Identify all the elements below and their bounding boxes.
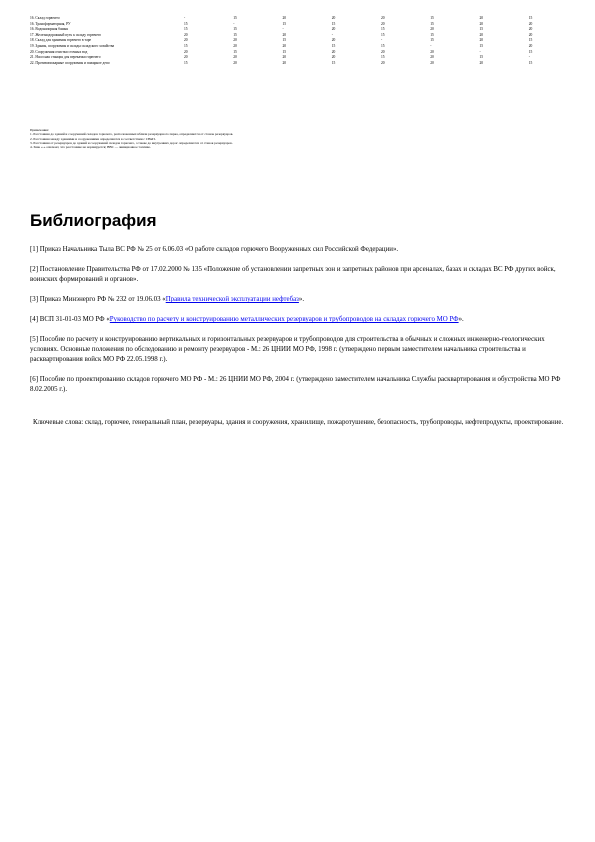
distance-cell: 20 [282, 60, 287, 65]
distance-cell: 20 [331, 16, 336, 20]
distance-cell: - [233, 21, 235, 26]
distance-cell: 20 [233, 55, 237, 60]
table-notes [30, 128, 578, 149]
row-name-cell: 16. Склад горючего [30, 16, 60, 20]
distance-cell: 20 [184, 49, 188, 54]
distance-cell: 20 [430, 49, 434, 54]
distance-cell: 15 [233, 16, 237, 20]
distance-cell: 20 [282, 16, 287, 20]
row-name-cell: 16. Трансформаторная, РУ [30, 21, 71, 26]
distance-cell: 20 [331, 49, 336, 54]
distance-cell: 20 [528, 32, 533, 37]
row-name-cell: 20. Сооружения очистки сточных вод [30, 49, 88, 54]
distance-cell: 20 [233, 38, 237, 43]
distance-cell: 15 [479, 55, 484, 60]
distance-cell: 15 [331, 43, 336, 48]
distance-cell: 15 [430, 21, 434, 26]
distance-cell: 20 [184, 38, 188, 43]
distance-cell: 20 [331, 38, 336, 43]
distance-cell: 15 [381, 32, 385, 37]
row-name-cell: 18. Склад для хранения горючего в таре [30, 38, 92, 43]
table-row [30, 61, 578, 67]
distance-cell: 15 [430, 16, 434, 20]
distance-cell: 15 [430, 32, 434, 37]
bibliography-item-4 [30, 315, 565, 325]
distance-cell: 15 [528, 16, 533, 20]
distance-cell: - [479, 49, 481, 54]
distance-cell: 15 [381, 27, 385, 32]
distances-table-body [30, 16, 578, 66]
distance-cell: 20 [528, 43, 533, 48]
distance-cell: - [331, 32, 333, 37]
distance-cell: 15 [479, 27, 484, 32]
distance-cell: - [528, 55, 530, 60]
bibliography-item-3 [30, 295, 565, 305]
distance-cell: 20 [381, 60, 385, 65]
keywords: Ключевые слова: склад, горючее, генеральный план, резервуары, здания и сооружения, хранилище, пожаротушение, безопасность, трубопроводы, нефтепродукты, проектирование. [33, 419, 564, 426]
distance-cell: 20 [528, 21, 533, 26]
distance-cell: 15 [528, 38, 533, 43]
distance-cell: 15 [528, 49, 533, 54]
ref-prefix: [4] ВСП 31-01-03 МО РФ « [30, 316, 110, 323]
row-name-cell: 22. Противопожарные сооружения и пожарное депо [30, 60, 110, 65]
distance-cell: 15 [282, 49, 287, 54]
distance-cell: 20 [282, 32, 287, 37]
bibliography-item-1: [1] Приказ Начальника Тыла ВС РФ № 25 от 6.06.03 «О работе складов горючего Вооруженных сил Российской Федерации». [30, 246, 399, 253]
distance-cell: 20 [233, 43, 237, 48]
distance-cell: 20 [381, 49, 385, 54]
row-name-cell: 19. Здания, сооружения и склады складского хозяйства [30, 43, 115, 48]
bibliography-heading: Библиография [30, 211, 157, 230]
ref-suffix: ». [298, 296, 305, 303]
bibliography-item-5: [5] Пособие по расчету и конструированию вертикальных и горизонтальных резервуаров и трубопроводов для строительства в обычных и сложных инженерно-геологических условиях. Основные положения по обследованию и ремонту резервуаров - М.: 26 ЦНИИ МО РФ, 1998 г. (утверждено первым заместителем начальника строительства и расквартирования войск МО РФ 22.05.1998 г.). [30, 336, 545, 363]
distance-cell: - [430, 43, 432, 48]
distance-cell: 20 [381, 16, 385, 20]
ref-suffix: ». [458, 316, 464, 323]
row-name-cell: 16. Водонапорная башня [30, 27, 68, 32]
distance-cell: 15 [331, 21, 336, 26]
bibliography-list [30, 245, 565, 405]
ref-link-tank-design-guide[interactable]: Руководство по расчету и конструированию металлических резервуаров и трубопроводов на складах горючего МО РФ [109, 316, 459, 323]
bibliography-item-6: [6] Пособие по проектированию складов горючего МО РФ - М.: 26 ЦНИИ МО РФ, 2004 г. (утверждено заместителем начальника Службы расквартирования и обустройства МО РФ 8.02.2005 г.). [30, 376, 561, 393]
distance-cell: 15 [184, 21, 188, 26]
distance-cell: 20 [282, 43, 287, 48]
distances-table [30, 16, 578, 66]
row-name-cell: 21. Насосная станция для перекачки горючего [30, 55, 101, 60]
distance-cell: 20 [331, 27, 336, 32]
note-item: 2. Расстояния между зданиями и сооружениями определяются в соответствии с СНиП. [30, 136, 156, 141]
distance-cell: 15 [381, 43, 385, 48]
notes-title: Примечания: [30, 128, 49, 132]
note-item: 4. Знак «-» означает, что расстояние не нормируется; ВВС — авиационное топливо. [30, 145, 152, 150]
distance-cell: 15 [430, 38, 434, 43]
distance-cell: 20 [430, 55, 434, 60]
distance-cell: 15 [184, 43, 188, 48]
distance-cell: 20 [479, 32, 484, 37]
distance-cell: 15 [233, 32, 237, 37]
bibliography-item-2: [2] Постановление Правительства РФ от 17.02.2000 № 135 «Положение об установлении запретных зон и запретных районов при арсеналах, базах и складах ВС РФ других войск, воинских формирований и органов». [30, 266, 556, 283]
distance-cell: 20 [479, 16, 484, 20]
distance-cell: 20 [528, 27, 533, 32]
ref-prefix: [3] Приказ Минэнерго РФ № 232 от 19.06.03 « [30, 296, 166, 303]
distance-cell: 15 [282, 21, 287, 26]
distance-cell: 15 [233, 27, 237, 32]
distance-cell: 20 [479, 38, 484, 43]
distance-cell: 15 [233, 49, 237, 54]
distance-cell: 15 [184, 60, 188, 65]
distance-cell: 15 [282, 38, 287, 43]
distance-cell: 15 [381, 55, 385, 60]
distance-cell: 15 [184, 27, 188, 32]
distance-cell: 20 [479, 21, 484, 26]
distance-cell: 20 [381, 21, 385, 26]
distance-cell: 15 [528, 60, 533, 65]
distance-cell: 15 [479, 43, 484, 48]
distance-cell: 20 [479, 60, 484, 65]
distance-cell: 20 [331, 55, 336, 60]
row-name-cell: 17. Железнодорожный путь к складу горючего [30, 32, 102, 37]
distance-cell: 20 [184, 32, 188, 37]
note-item: 1. Расстояния до зданий и сооружений складов горючего, расположенных вблизи резервуарного парка, определяются от стенок резервуаров. [30, 132, 234, 137]
distance-cell: 20 [430, 27, 434, 32]
distance-cell: 20 [184, 55, 188, 60]
note-item: 3. Расстояния от резервуаров до зданий и сооружений складов горючего, а также до внутренних дорог определяются от стенок резервуаров. [30, 140, 233, 145]
distance-cell: - [282, 27, 284, 32]
distance-cell: 15 [331, 60, 336, 65]
distance-cell: 20 [282, 55, 287, 60]
distance-cell: - [184, 16, 186, 20]
ref-link-oil-depot-rules[interactable]: Правила технической эксплуатации нефтебаз [165, 296, 299, 303]
distance-cell: - [381, 38, 383, 43]
distance-cell: 20 [430, 60, 434, 65]
distance-cell: 20 [233, 60, 237, 65]
